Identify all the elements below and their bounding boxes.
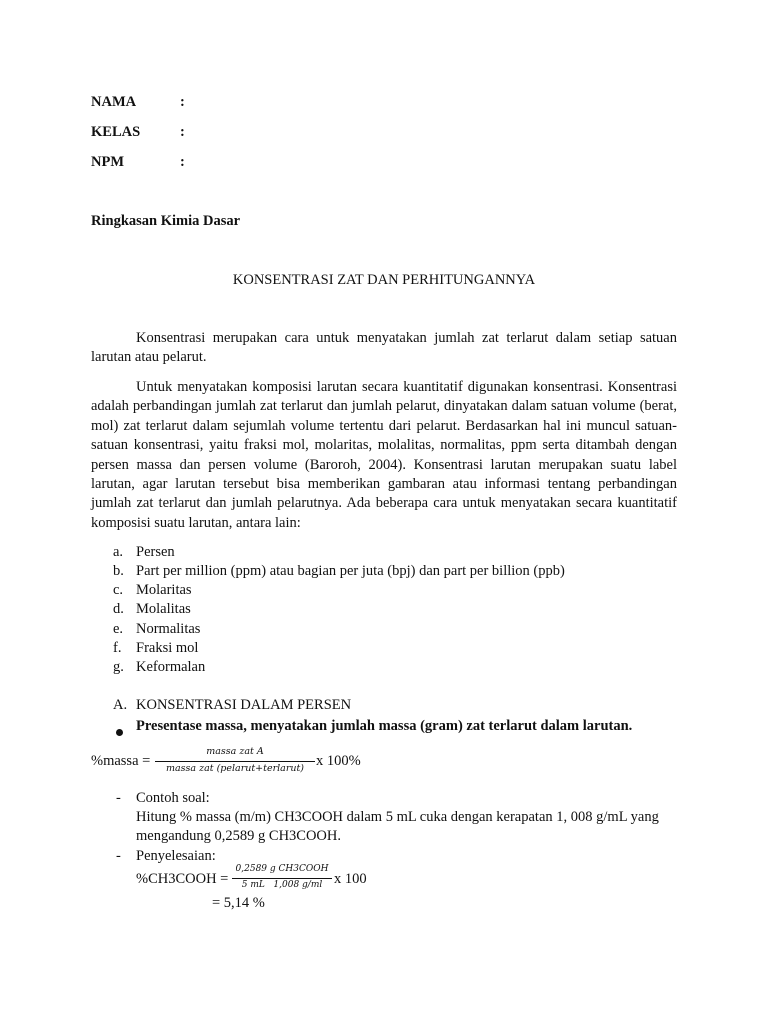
formula-lhs: %massa = [91,753,151,769]
list-item [113,658,205,678]
field-label-nama: NAMA [91,94,137,110]
formula-fraction-bar [155,761,315,762]
solution-rhs: x 100 [334,871,367,887]
solution-denominator: 5 mL 1,008 g/ml [241,880,323,890]
document-title: KONSENTRASI ZAT DAN PERHITUNGANNYA [232,272,536,288]
solution-result: = 5,14 % [212,895,265,911]
solution-label: Penyelesaian: [136,848,216,864]
list-text: Molaritas [136,582,192,598]
list-text: Persen [136,544,175,560]
list-item [113,562,565,582]
example-question-line-1: Hitung % massa (m/m) CH3COOH dalam 5 mL cuka dengan kerapatan 1, 008 g/mL yang [136,809,659,825]
list-text: Keformalan [136,659,206,675]
bullet-icon [116,723,123,741]
list-text: Molalitas [136,601,191,617]
paragraph-2-text: Untuk menyatakan komposisi larutan secara kuantitatif digunakan konsentrasi. Konsentrasi adalah perbandingan jumlah zat terlarut dan jumlah pelarut, dinyatakan dalam satuan volume (berat, mol) zat terlarut dalam sejumlah volume tertentu dari pelarut. Berdasarkan hal ini muncul satuan-satuan konsentrasi, yaitu fraksi mol, molaritas, molalitas, normalitas, ppm serta ditambah dengan persen massa dan persen volume (Baroroh, 2004). Konsentrasi larutan merupakan suatu label larutan, agar larutan tersebut bisa memberikan gambaran atau informasi tentang perbandingan jumlah zat terlarut dan jumlah pelarutnya. Ada beberapa cara untuk menyatakan secara kuantitatif komposisi suatu larutan, antara lain: [91,379,677,531]
list-item [113,639,198,659]
list-text: Fraksi mol [136,640,199,656]
solution-dash: - [116,848,121,864]
example-question-line-2: mengandung 0,2589 g CH3COOH. [136,828,342,844]
list-marker: b. [113,563,124,579]
example-dash: - [116,790,121,806]
field-colon-kelas: : [180,124,185,140]
formula-rhs: x 100% [316,753,361,769]
list-item [113,543,175,563]
section-marker: A. [113,697,128,713]
list-marker: a. [113,544,124,560]
list-marker: c. [113,582,124,598]
field-colon-npm: : [180,154,185,170]
solution-numerator: 0,2589 g CH3COOH [235,864,329,874]
solution-fraction-bar [232,878,332,879]
section-bullet-text: Presentase massa, menyatakan jumlah massa (gram) zat terlarut dalam larutan. [136,718,633,734]
paragraph-1 [91,329,677,368]
list-marker: g. [113,659,124,675]
section-heading: KONSENTRASI DALAM PERSEN [136,697,352,713]
list-text: Part per million (ppm) atau bagian per juta (bpj) dan part per billion (ppb) [136,563,565,579]
list-item [113,600,191,620]
solution-lhs: %CH3COOH = [136,871,229,887]
field-label-npm: NPM [91,154,125,170]
list-item [113,620,200,640]
field-label-kelas: KELAS [91,124,141,140]
example-label: Contoh soal: [136,790,210,806]
paragraph-1-text: Konsentrasi merupakan cara untuk menyatakan jumlah zat terlarut dalam setiap satuan larutan atau pelarut. [91,330,677,366]
document-subtitle: Ringkasan Kimia Dasar [91,213,241,229]
list-marker: f. [113,640,122,656]
formula-denominator: massa zat (pelarut+terlarut) [165,763,305,774]
paragraph-2 [91,378,677,533]
list-text: Normalitas [136,621,201,637]
list-item [113,581,192,601]
list-marker: d. [113,601,124,617]
list-marker: e. [113,621,124,637]
field-colon-nama: : [180,94,185,110]
formula-numerator: massa zat A [206,746,264,757]
